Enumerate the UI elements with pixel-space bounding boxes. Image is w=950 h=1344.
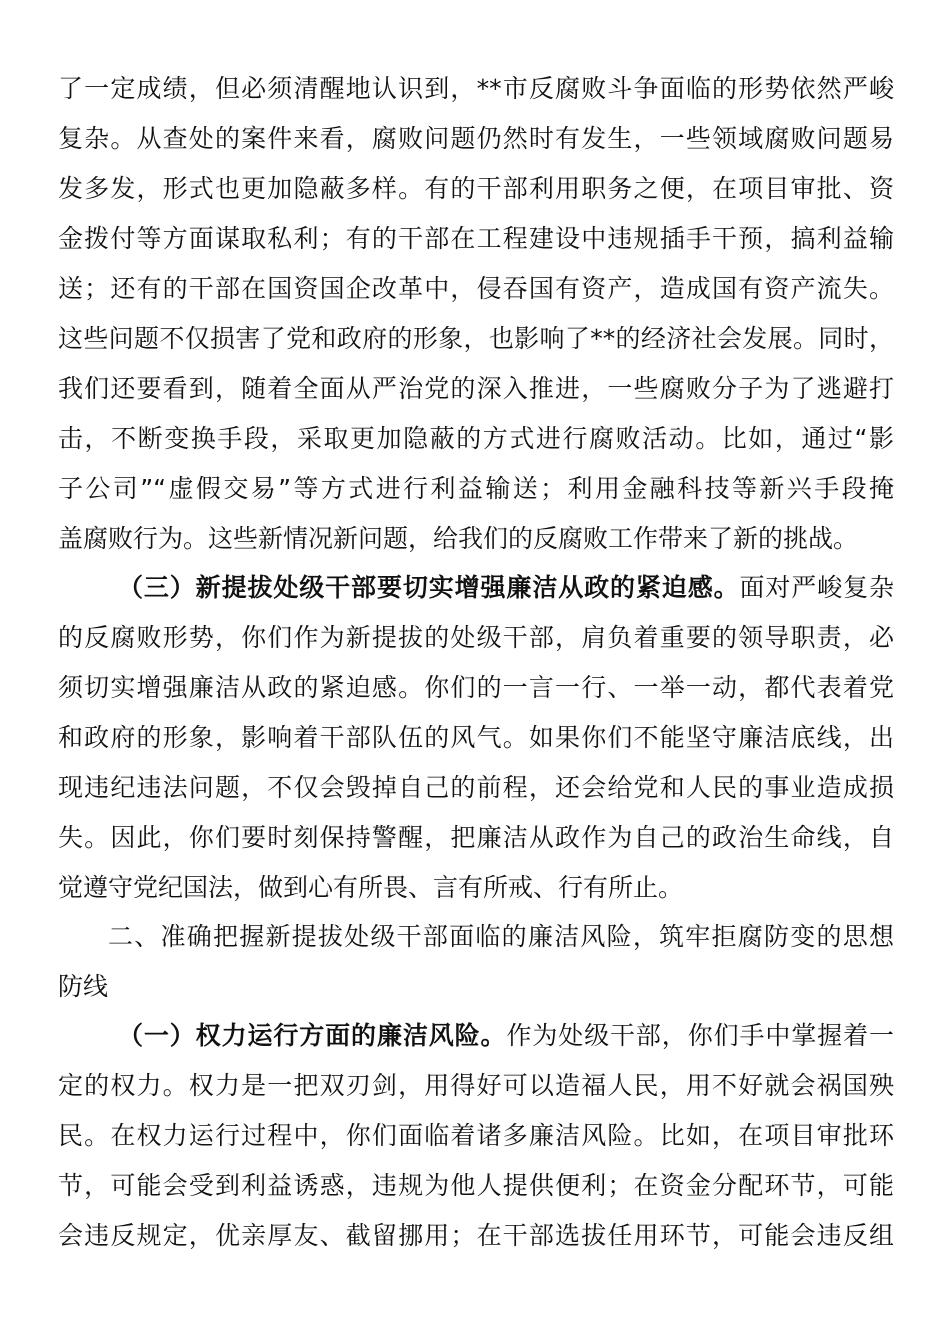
text-line: 复杂。从查处的案件来看，腐败问题仍然时有发生，一些领域腐败问题易 <box>58 124 894 153</box>
text-line: 觉遵守党纪国法，做到心有所畏、言有所戒、行有所止。 <box>58 873 684 902</box>
text-line: 发多发，形式也更加隐蔽多样。有的干部利用职务之便，在项目审批、资 <box>58 174 894 203</box>
section-heading: 二、准确把握新提拔处级干部面临的廉洁风险，筑牢拒腐防变的思想 <box>108 922 894 951</box>
subheading-1: （一）权力运行方面的廉洁风险。 <box>118 1021 507 1050</box>
text-line: 的反腐败形势，你们作为新提拔的处级干部，肩负着重要的领导职责，必 <box>58 623 894 652</box>
paragraph-first-line <box>118 563 894 613</box>
text-run: 作为处级干部，你们手中掌握着一 <box>506 1021 894 1050</box>
text-line: 现违纪违法问题，不仅会毁掉自己的前程，还会给党和人民的事业造成损 <box>58 773 894 802</box>
text-line: 节，可能会受到利益诱惑，违规为他人提供便利；在资金分配环节，可能 <box>58 1171 894 1200</box>
text-line: 会违反规定，优亲厚友、截留挪用；在干部选拔任用环节，可能会违反组 <box>58 1221 894 1250</box>
text-run: 面对严峻复杂 <box>739 573 894 602</box>
paragraph-first-line <box>118 1011 894 1061</box>
text-line: 盖腐败行为。这些新情况新问题，给我们的反腐败工作带来了新的挑战。 <box>58 524 859 553</box>
section-heading-cont: 防线 <box>58 972 109 1001</box>
subheading-3: （三）新提拔处级干部要切实增强廉洁从政的紧迫感。 <box>118 573 740 602</box>
text-line: 击，不断变换手段，采取更加隐蔽的方式进行腐败活动。比如，通过“影 <box>58 424 894 453</box>
text-line: 金拨付等方面谋取私利；有的干部在工程建设中违规插手干预，搞利益输 <box>58 224 894 253</box>
text-line: 子公司”“虚假交易”等方式进行利益输送；利用金融科技等新兴手段掩 <box>58 474 894 503</box>
text-line: 定的权力。权力是一把双刃剑，用得好可以造福人民，用不好就会祸国殃 <box>58 1071 894 1100</box>
text-line: 这些问题不仅损害了党和政府的形象，也影响了**的经济社会发展。同时， <box>58 324 894 353</box>
text-line: 了一定成绩，但必须清醒地认识到，**市反腐败斗争面临的形势依然严峻 <box>58 74 894 103</box>
text-line: 我们还要看到，随着全面从严治党的深入推进，一些腐败分子为了逃避打 <box>58 374 894 403</box>
text-line: 须切实增强廉洁从政的紧迫感。你们的一言一行、一举一动，都代表着党 <box>58 673 894 702</box>
text-line: 和政府的形象，影响着干部队伍的风气。如果你们不能坚守廉洁底线，出 <box>58 723 894 752</box>
text-line: 送；还有的干部在国资国企改革中，侵吞国有资产，造成国有资产流失。 <box>58 274 894 303</box>
text-line: 民。在权力运行过程中，你们面临着诸多廉洁风险。比如，在项目审批环 <box>58 1121 894 1150</box>
text-line: 失。因此，你们要时刻保持警醒，把廉洁从政作为自己的政治生命线，自 <box>58 823 894 852</box>
